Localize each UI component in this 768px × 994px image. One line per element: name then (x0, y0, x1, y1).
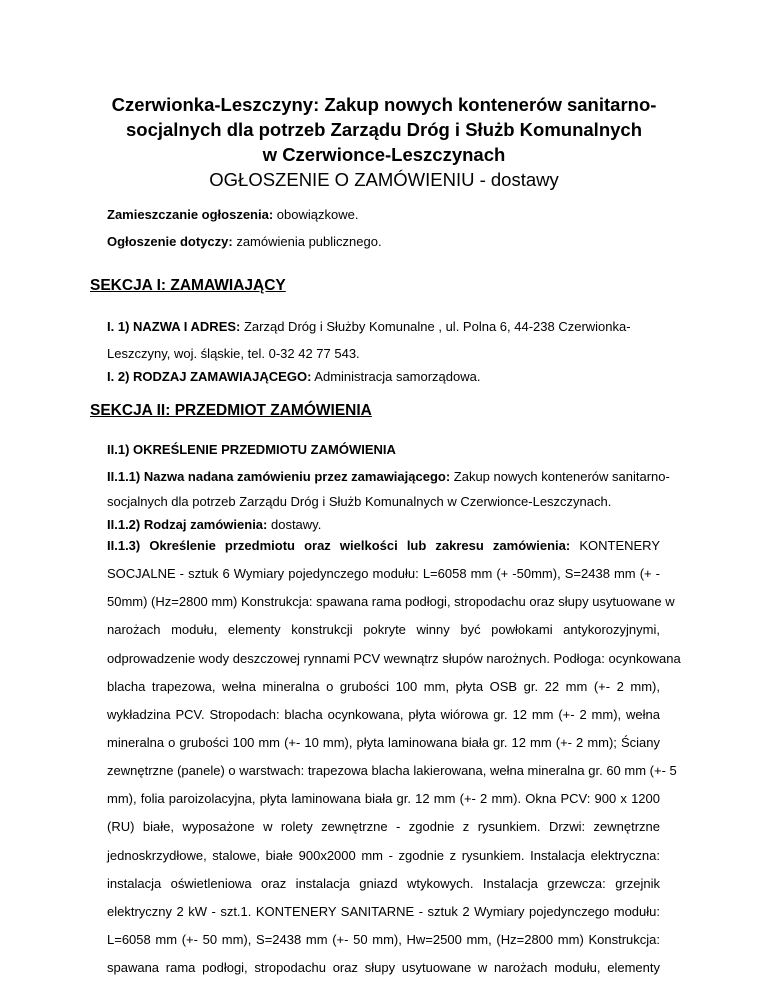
order-kind-label: II.1.2) Rodzaj zamówienia: (107, 517, 268, 532)
order-name-line-1 (107, 469, 670, 484)
title-line-3: w Czerwionce-Leszczynach (262, 144, 506, 165)
placement-label: Zamieszczanie ogłoszenia: (107, 207, 274, 222)
scope-line: odprowadzenie wody deszczowej rynnami PCV wewnątrz słupów narożnych. Podłoga: ocynkowana (107, 650, 681, 666)
concerns-label: Ogłoszenie dotyczy: (107, 234, 233, 249)
order-kind-line (107, 517, 321, 532)
scope-line: zewnętrzne (panele) o warstwach: trapezowa blacha lakierowana, wełna mineralna gr. 60 mm (+- 5 (107, 763, 677, 779)
scope-line: jednoskrzydłowe, stalowe, białe 900x2000 mm - zgodnie z rysunkiem. Instalacja elektryczna: (107, 847, 660, 863)
scope-line: 50mm) (Hz=2800 mm) Konstrukcja: spawana rama podłogi, stropodachu oraz słupy usytuowane w (107, 594, 675, 610)
orderer-type-label: I. 2) RODZAJ ZAMAWIAJĄCEGO: (107, 369, 312, 384)
title-line-1: Czerwionka-Leszczyny: Zakup nowych kontenerów sanitarno- (111, 94, 657, 115)
scope-line: instalacja oświetleniowa oraz instalacja gniazd wtykowych. Instalacja grzewcza: grzejnik (107, 875, 660, 891)
scope-line: wykładzina PCV. Stropodach: blacha ocynkowana, płyta wiórowa gr. 12 mm (+- 2 mm), wełna (107, 706, 660, 722)
title-line-2: socjalnych dla potrzeb Zarządu Dróg i Służb Komunalnych (125, 119, 642, 140)
subject-definition-heading: II.1) OKREŚLENIE PRZEDMIOTU ZAMÓWIENIA (107, 442, 396, 457)
scope-line: (RU) białe, wyposażone w rolety zewnętrzne - zgodnie z rysunkiem. Drzwi: zewnętrzne (107, 819, 660, 835)
scope-description (107, 532, 681, 982)
section-1-heading: SEKCJA I: ZAMAWIAJĄCY (90, 277, 286, 294)
document-subtitle: OGŁOSZENIE O ZAMÓWIENIU - dostawy (209, 169, 559, 190)
scope-line: narożach modułu, elementy konstrukcji pokryte winny być powłokami antykorozyjnymi, (107, 622, 660, 638)
orderer-type-line (107, 369, 480, 384)
placement-line (107, 207, 358, 222)
scope-line: spawana rama podłogi, stropodachu oraz słupy usytuowane w narożach modułu, elementy (107, 960, 660, 976)
document-title (0, 92, 768, 193)
scope-line: blacha trapezowa, wełna mineralna o grubości 100 mm, płyta OSB gr. 22 mm (+- 2 mm), (107, 678, 660, 694)
orderer-type-value: Administracja samorządowa. (311, 369, 481, 384)
scope-line: mineralna o grubości 100 mm (+- 10 mm), płyta laminowana biała gr. 12 mm (+- 2 mm); Ściany (107, 734, 660, 750)
order-name-line-2: socjalnych dla potrzeb Zarządu Dróg i Służb Komunalnych w Czerwionce-Leszczynach. (107, 494, 612, 509)
scope-first-value: KONTENERY (570, 538, 661, 553)
scope-line: SOCJALNE - sztuk 6 Wymiary pojedynczego modułu: L=6058 mm (+ -50mm), S=2438 mm (+ - (107, 566, 660, 582)
order-name-label: II.1.1) Nazwa nadana zamówieniu przez zamawiającego: (107, 469, 451, 484)
orderer-name-line-1 (107, 319, 631, 334)
order-name-value-1: Zakup nowych kontenerów sanitarno- (450, 469, 670, 484)
order-kind-value: dostawy. (267, 517, 322, 532)
concerns-line (107, 234, 382, 249)
concerns-value: zamówienia publicznego. (232, 234, 382, 249)
placement-value: obowiązkowe. (273, 207, 359, 222)
scope-line: elektryczny 2 kW - szt.1. KONTENERY SANITARNE - sztuk 2 Wymiary pojedynczego modułu: (107, 903, 660, 919)
scope-line: mm), folia paroizolacyjna, płyta laminowana biała gr. 12 mm (+- 2 mm). Okna PCV: 900 x 1200 (107, 791, 660, 807)
orderer-name-value-1: Zarząd Dróg i Służby Komunalne , ul. Polna 6, 44-238 Czerwionka- (240, 319, 631, 334)
section-2-heading: SEKCJA II: PRZEDMIOT ZAMÓWIENIA (90, 402, 372, 419)
scope-first-line (107, 532, 660, 560)
scope-label: II.1.3) Określenie przedmiotu oraz wielkości lub zakresu zamówienia: (107, 538, 571, 553)
scope-line: L=6058 mm (+- 50 mm), S=2438 mm (+- 50 mm), Hw=2500 mm, (Hz=2800 mm) Konstrukcja: (107, 931, 660, 947)
orderer-name-label: I. 1) NAZWA I ADRES: (107, 319, 241, 334)
orderer-name-line-2: Leszczyny, woj. śląskie, tel. 0-32 42 77 543. (107, 346, 360, 361)
